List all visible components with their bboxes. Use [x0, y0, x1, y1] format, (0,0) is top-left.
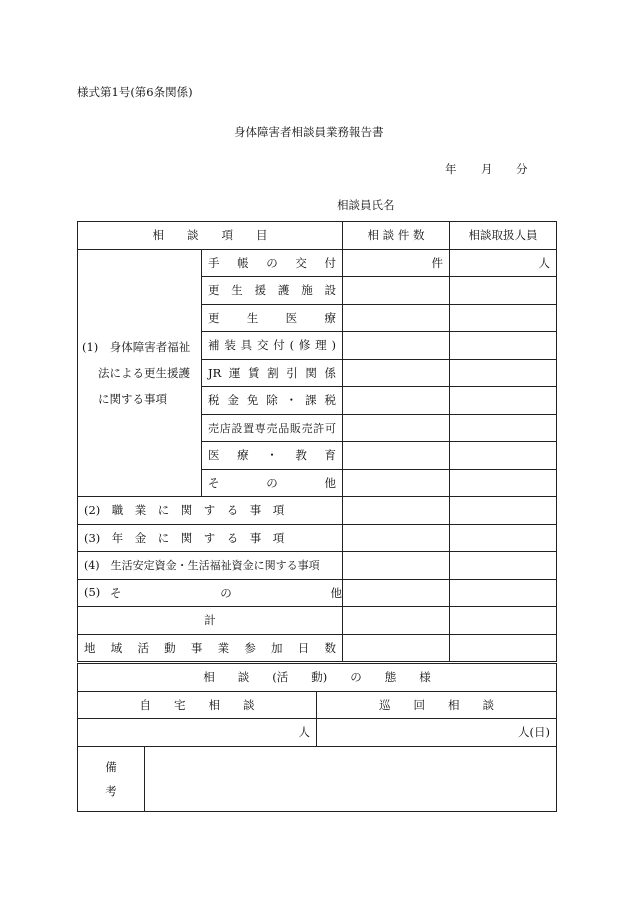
remarks-field[interactable] [145, 746, 557, 811]
people-cell[interactable] [450, 442, 557, 470]
count-cell[interactable] [343, 304, 450, 332]
count-cell[interactable] [343, 552, 450, 580]
mode-row [78, 664, 557, 692]
header-count: 相 談 件 数 [343, 222, 450, 250]
count-cell[interactable] [343, 524, 450, 552]
community-label: 地 域 活 動 事 業 参 加 日 数 [78, 634, 343, 662]
header-item: 相 談 項 目 [78, 222, 343, 250]
people-cell[interactable] [450, 552, 557, 580]
report-table [77, 221, 557, 662]
remarks-label-line2: 考 [105, 783, 117, 798]
count-cell[interactable] [343, 359, 450, 387]
section1-item: 更生医療 [202, 304, 343, 332]
section1-item: JR運賃割引関係 [202, 359, 343, 387]
table-row [78, 552, 557, 580]
count-cell[interactable] [343, 387, 450, 415]
total-count-cell[interactable] [343, 607, 450, 635]
document-title: 身体障害者相談員業務報告書 [234, 125, 384, 139]
table-row [78, 524, 557, 552]
section1-item: 更生援護施設 [202, 277, 343, 305]
mode-label: 相 談 (活 動) の 態 様 [78, 664, 557, 692]
people-cell[interactable]: 人 [450, 249, 557, 277]
section1-label-line3: に関する事項 [98, 391, 167, 406]
section5-text: そ の 他 [109, 585, 342, 600]
remarks-row [78, 746, 557, 811]
people-cell[interactable] [450, 387, 557, 415]
remarks-label-line1: 備 [105, 759, 117, 774]
people-cell[interactable] [450, 524, 557, 552]
section3-label: (3) 年 金 に 関 す る 事 項 [78, 524, 343, 552]
section1-item: 税金免除・課税 [202, 387, 343, 415]
count-cell[interactable] [343, 442, 450, 470]
home-consult-cell[interactable]: 人 [78, 719, 317, 747]
section1-item: 手帳の交付 [202, 249, 343, 277]
activity-table [77, 663, 557, 812]
home-consult-label: 自 宅 相 談 [78, 691, 317, 719]
section5-label [78, 579, 343, 607]
date-year-label: 年 [445, 162, 457, 176]
people-cell[interactable] [450, 497, 557, 525]
section1-label-line1: (1) 身体障害者福祉 [82, 339, 191, 354]
section1-item: その他 [202, 469, 343, 497]
section1-label-line2: 法による更生援護 [98, 365, 190, 380]
section2-label: (2) 職 業 に 関 す る 事 項 [78, 497, 343, 525]
count-cell[interactable] [343, 469, 450, 497]
people-cell[interactable] [450, 277, 557, 305]
section1-item: 補装具交付(修理) [202, 332, 343, 360]
people-cell[interactable] [450, 579, 557, 607]
people-cell[interactable] [450, 332, 557, 360]
section1-item: 医療・教育 [202, 442, 343, 470]
people-cell[interactable] [450, 469, 557, 497]
header-row [78, 222, 557, 250]
date-month-label: 月 [481, 162, 493, 176]
table-row [78, 249, 557, 277]
tour-consult-cell[interactable]: 人(日) [317, 719, 557, 747]
section4-label: (4) 生活安定資金・生活福祉資金に関する事項 [78, 552, 343, 580]
counselor-name-label: 相談員氏名 [337, 198, 395, 212]
community-blank-cell [450, 634, 557, 662]
community-days-cell[interactable] [343, 634, 450, 662]
date-part-label: 分 [516, 162, 528, 176]
section1-label [78, 249, 202, 497]
header-people: 相談取扱人員 [450, 222, 557, 250]
count-cell[interactable] [343, 332, 450, 360]
mode-value-row [78, 719, 557, 747]
count-cell[interactable] [343, 414, 450, 442]
count-cell[interactable] [343, 497, 450, 525]
count-cell[interactable] [343, 277, 450, 305]
section5-num: (5) [84, 584, 101, 599]
section1-item: 売店設置専売品販売許可 [202, 414, 343, 442]
form-number: 様式第1号(第6条関係) [77, 85, 193, 99]
community-row [78, 634, 557, 662]
count-cell[interactable] [343, 579, 450, 607]
table-row [78, 497, 557, 525]
total-people-cell[interactable] [450, 607, 557, 635]
people-cell[interactable] [450, 414, 557, 442]
mode-header-row [78, 691, 557, 719]
tour-consult-label: 巡 回 相 談 [317, 691, 557, 719]
table-row [78, 579, 557, 607]
people-cell[interactable] [450, 304, 557, 332]
count-cell[interactable]: 件 [343, 249, 450, 277]
people-cell[interactable] [450, 359, 557, 387]
total-label: 計 [78, 607, 343, 635]
remarks-label [78, 746, 145, 811]
total-row [78, 607, 557, 635]
